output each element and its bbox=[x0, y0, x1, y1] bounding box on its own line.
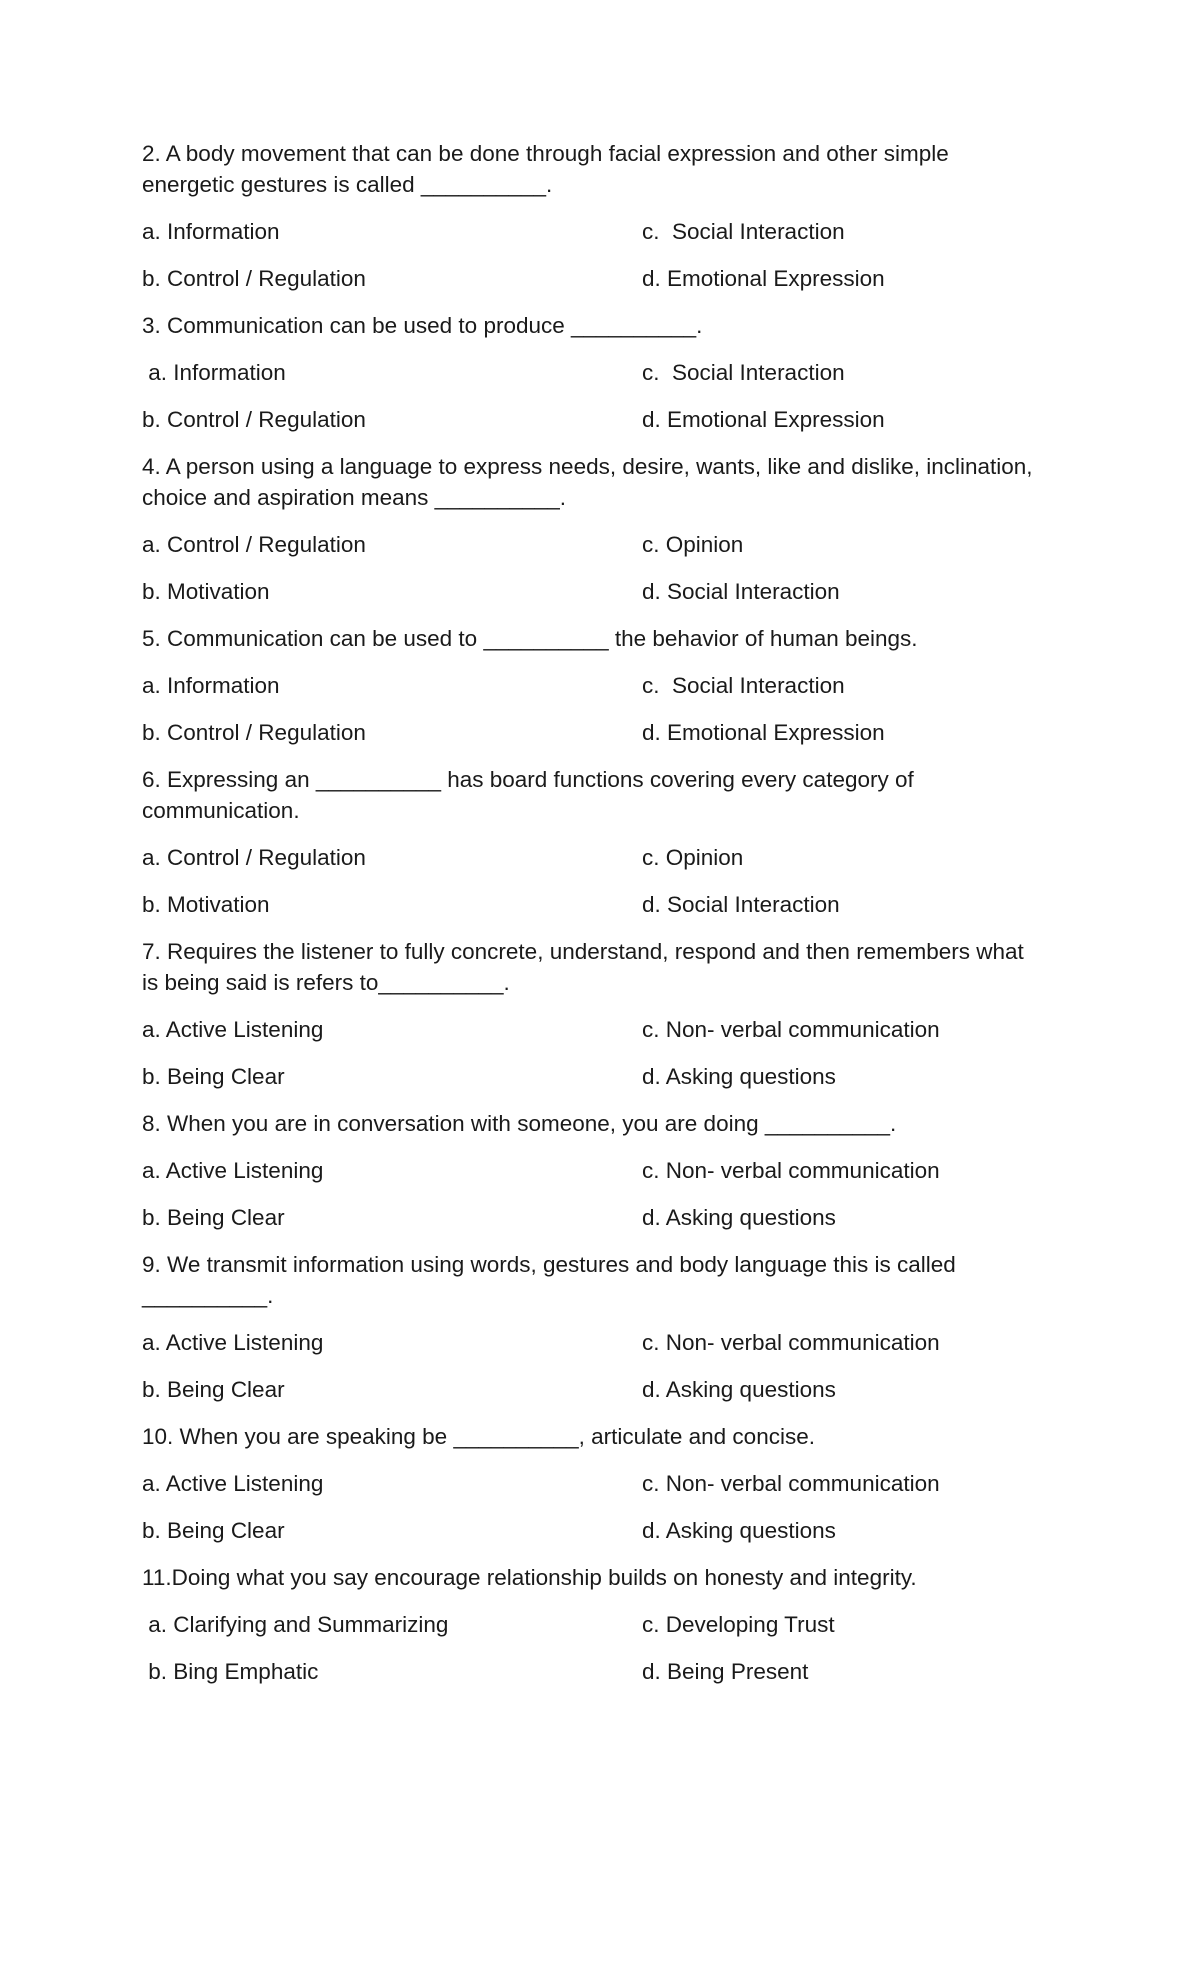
option-b: b. Being Clear bbox=[142, 1064, 285, 1089]
option-row bbox=[142, 1656, 1042, 1687]
option-d: d. Asking questions bbox=[642, 1377, 836, 1402]
answer-options bbox=[142, 1155, 1042, 1233]
question-block bbox=[142, 1249, 1042, 1405]
option-b: b. Being Clear bbox=[142, 1377, 285, 1402]
question-text: 6. Expressing an __________ has board functions covering every category of communication. bbox=[142, 767, 914, 823]
question-text: 4. A person using a language to express needs, desire, wants, like and dislike, inclination, choice and aspiration means __________. bbox=[142, 454, 1033, 510]
option-b: b. Control / Regulation bbox=[142, 720, 366, 745]
option-c: c. Non- verbal communication bbox=[642, 1330, 940, 1355]
option-b: b. Control / Regulation bbox=[142, 266, 366, 291]
option-a: a. Active Listening bbox=[142, 1471, 324, 1496]
option-row bbox=[142, 1515, 1042, 1546]
question-block bbox=[142, 936, 1042, 1092]
answer-options bbox=[142, 216, 1042, 294]
option-d: d. Being Present bbox=[642, 1659, 809, 1684]
answer-options bbox=[142, 1468, 1042, 1546]
option-row bbox=[142, 1061, 1042, 1092]
option-a: a. Information bbox=[142, 360, 286, 385]
option-a: a. Active Listening bbox=[142, 1330, 324, 1355]
option-row bbox=[142, 216, 1042, 247]
question-block bbox=[142, 1421, 1042, 1546]
question-text: 9. We transmit information using words, gestures and body language this is called __________. bbox=[142, 1252, 956, 1308]
option-c: c. Opinion bbox=[642, 845, 744, 870]
option-d: d. Asking questions bbox=[642, 1205, 836, 1230]
question-block bbox=[142, 310, 1042, 435]
option-row bbox=[142, 1468, 1042, 1499]
option-row bbox=[142, 670, 1042, 701]
answer-options bbox=[142, 357, 1042, 435]
option-d: d. Asking questions bbox=[642, 1064, 836, 1089]
answer-options bbox=[142, 1014, 1042, 1092]
option-row bbox=[142, 1014, 1042, 1045]
answer-options bbox=[142, 529, 1042, 607]
question-block bbox=[142, 1108, 1042, 1233]
option-row bbox=[142, 1327, 1042, 1358]
option-c: c. Non- verbal communication bbox=[642, 1471, 940, 1496]
question-text: 8. When you are in conversation with someone, you are doing __________. bbox=[142, 1111, 897, 1136]
option-c: c. Opinion bbox=[642, 532, 744, 557]
quiz-content bbox=[142, 138, 1042, 1703]
answer-options bbox=[142, 1327, 1042, 1405]
question-text: 11.Doing what you say encourage relationship builds on honesty and integrity. bbox=[142, 1565, 917, 1590]
option-row bbox=[142, 889, 1042, 920]
question-block bbox=[142, 451, 1042, 607]
question-block bbox=[142, 764, 1042, 920]
option-row bbox=[142, 842, 1042, 873]
option-c: c. Non- verbal communication bbox=[642, 1158, 940, 1183]
option-row bbox=[142, 529, 1042, 560]
option-b: b. Motivation bbox=[142, 892, 270, 917]
option-c: c. Social Interaction bbox=[642, 219, 845, 244]
option-c: c. Developing Trust bbox=[642, 1612, 835, 1637]
answer-options bbox=[142, 1609, 1042, 1687]
answer-options bbox=[142, 842, 1042, 920]
option-row bbox=[142, 1155, 1042, 1186]
option-c: c. Social Interaction bbox=[642, 673, 845, 698]
option-b: b. Being Clear bbox=[142, 1518, 285, 1543]
option-row bbox=[142, 1374, 1042, 1405]
question-text: 2. A body movement that can be done through facial expression and other simple energetic gestures is called __________. bbox=[142, 141, 949, 197]
option-a: a. Clarifying and Summarizing bbox=[142, 1612, 449, 1637]
option-row bbox=[142, 404, 1042, 435]
option-a: a. Active Listening bbox=[142, 1158, 324, 1183]
question-block bbox=[142, 1562, 1042, 1687]
option-d: d. Emotional Expression bbox=[642, 407, 885, 432]
option-row bbox=[142, 576, 1042, 607]
option-row bbox=[142, 263, 1042, 294]
option-c: c. Social Interaction bbox=[642, 360, 845, 385]
option-row bbox=[142, 1202, 1042, 1233]
option-row bbox=[142, 1609, 1042, 1640]
option-a: a. Information bbox=[142, 219, 280, 244]
option-a: a. Information bbox=[142, 673, 280, 698]
option-a: a. Control / Regulation bbox=[142, 532, 366, 557]
option-d: d. Asking questions bbox=[642, 1518, 836, 1543]
option-b: b. Motivation bbox=[142, 579, 270, 604]
option-a: a. Control / Regulation bbox=[142, 845, 366, 870]
option-a: a. Active Listening bbox=[142, 1017, 324, 1042]
option-b: b. Being Clear bbox=[142, 1205, 285, 1230]
question-block bbox=[142, 623, 1042, 748]
question-text: 5. Communication can be used to __________ the behavior of human beings. bbox=[142, 626, 918, 651]
option-d: d. Emotional Expression bbox=[642, 720, 885, 745]
answer-options bbox=[142, 670, 1042, 748]
option-d: d. Social Interaction bbox=[642, 892, 840, 917]
option-row bbox=[142, 717, 1042, 748]
option-c: c. Non- verbal communication bbox=[642, 1017, 940, 1042]
question-block bbox=[142, 138, 1042, 294]
option-b: b. Control / Regulation bbox=[142, 407, 366, 432]
question-text: 10. When you are speaking be __________, articulate and concise. bbox=[142, 1424, 815, 1449]
option-row bbox=[142, 357, 1042, 388]
option-d: d. Social Interaction bbox=[642, 579, 840, 604]
option-d: d. Emotional Expression bbox=[642, 266, 885, 291]
question-text: 7. Requires the listener to fully concrete, understand, respond and then remembers what is being said is refers to__________. bbox=[142, 939, 1024, 995]
question-text: 3. Communication can be used to produce __________. bbox=[142, 313, 703, 338]
option-b: b. Bing Emphatic bbox=[142, 1659, 319, 1684]
